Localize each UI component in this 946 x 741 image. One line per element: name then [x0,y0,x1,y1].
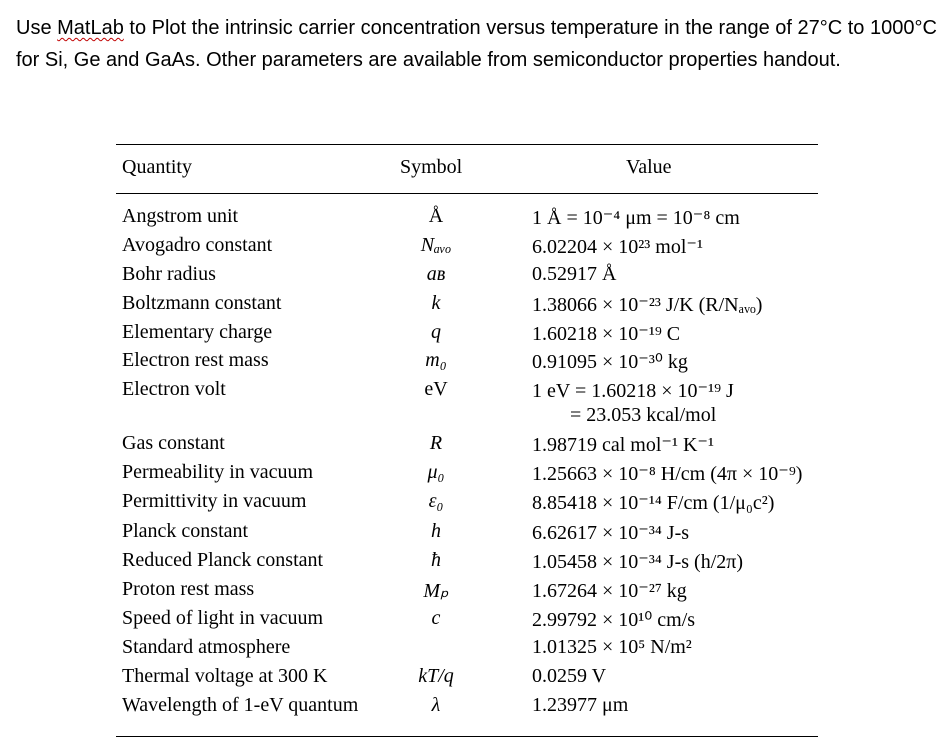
symbol-cell: R [429,432,443,454]
value-cell: 1.98719 cal mol⁻¹ K⁻¹ [532,434,714,456]
table-row [116,665,818,693]
table-row [116,234,818,262]
symbol-cell: k [431,292,441,314]
table-row [116,461,818,489]
quantity-cell: Proton rest mass [122,578,255,600]
symbol-cell: ε₀ [428,490,444,512]
symbol-cell: eV [424,378,448,400]
value-cell: 1 Å = 10⁻⁴ μm = 10⁻⁸ cm [532,207,740,229]
spellcheck-word-matlab: MatLab [57,17,124,39]
value-cell: 1 eV = 1.60218 × 10⁻¹⁹ J [532,380,734,402]
symbol-cell: kT/q [418,665,454,687]
value-cell: 0.91095 × 10⁻³⁰ kg [532,351,688,373]
value-cell: 1.01325 × 10⁵ N/m² [532,636,692,658]
quantity-cell: Electron volt [122,378,226,400]
value-cell: 8.85418 × 10⁻¹⁴ F/cm (1/μ₀c²) [532,492,775,514]
table-row [116,292,818,320]
quantity-cell: Avogadro constant [122,234,273,256]
table-row [116,321,818,349]
symbol-cell: Nₐᵥₒ [420,234,452,256]
quantity-cell: Electron rest mass [122,349,269,371]
quantity-cell: Permittivity in vacuum [122,490,307,512]
table-row [116,694,818,722]
quantity-cell: Speed of light in vacuum [122,607,324,629]
quantity-cell: Elementary charge [122,321,273,343]
symbol-cell: q [431,321,441,343]
value-cell: 1.60218 × 10⁻¹⁹ C [532,323,681,345]
value-cell: 1.05458 × 10⁻³⁴ J-s (h/2π) [532,551,744,573]
value-cell: 6.02204 × 10²³ mol⁻¹ [532,236,703,258]
value-cell: 0.0259 V [532,665,607,687]
value-cell: 2.99792 × 10¹⁰ cm/s [532,609,696,631]
table-row [116,378,818,434]
symbol-cell: aʙ [426,263,446,285]
symbol-cell: Å [428,205,444,227]
prompt-text-start: Use [16,17,58,39]
symbol-cell: m₀ [425,349,447,371]
table-row [116,520,818,548]
table-row [116,432,818,460]
value-cell: 0.52917 Å [532,263,617,285]
symbol-cell: λ [431,694,441,716]
symbol-cell: h [431,520,441,542]
table-row [116,549,818,577]
table-header-rule [116,193,818,194]
header-quantity: Quantity [122,156,192,178]
header-symbol: Symbol [400,156,463,178]
symbol-cell: ħ [431,549,441,571]
table-row [116,349,818,377]
table-row [116,205,818,233]
header-value: Value [626,156,672,178]
quantity-cell: Planck constant [122,520,249,542]
quantity-cell: Thermal voltage at 300 K [122,665,328,687]
symbol-cell: μ₀ [427,461,445,483]
table-top-rule [116,144,818,145]
quantity-cell: Permeability in vacuum [122,461,314,483]
value-cell: 1.38066 × 10⁻²³ J/K (R/Nₐᵥₒ) [532,294,763,316]
prompt-text-rest: to Plot the intrinsic carrier concentration versus temperature in the range of 27°C to 1000°C for Si, Ge and GaAs. Other parameters are available from semiconductor properties handout. [16,17,937,71]
value-cell: 1.67264 × 10⁻²⁷ kg [532,580,687,602]
quantity-cell: Boltzmann constant [122,292,282,314]
table-row [116,578,818,606]
table-row [116,636,818,664]
symbol-cell: Mₚ [423,580,449,602]
quantity-cell: Standard atmosphere [122,636,291,658]
value-cell-continuation: = 23.053 kcal/mol [570,404,717,426]
assignment-prompt [16,12,941,76]
symbol-cell: c [431,607,441,629]
table-header [116,156,818,186]
value-cell: 1.25663 × 10⁻⁸ H/cm (4π × 10⁻⁹) [532,463,803,485]
table-row [116,607,818,635]
value-cell: 1.23977 μm [532,694,629,716]
table-row [116,490,818,518]
table-row [116,263,818,291]
value-cell: 6.62617 × 10⁻³⁴ J-s [532,522,690,544]
quantity-cell: Wavelength of 1-eV quantum [122,694,359,716]
quantity-cell: Angstrom unit [122,205,239,227]
quantity-cell: Gas constant [122,432,225,454]
quantity-cell: Reduced Planck constant [122,549,324,571]
quantity-cell: Bohr radius [122,263,216,285]
table-bottom-rule [116,736,818,737]
